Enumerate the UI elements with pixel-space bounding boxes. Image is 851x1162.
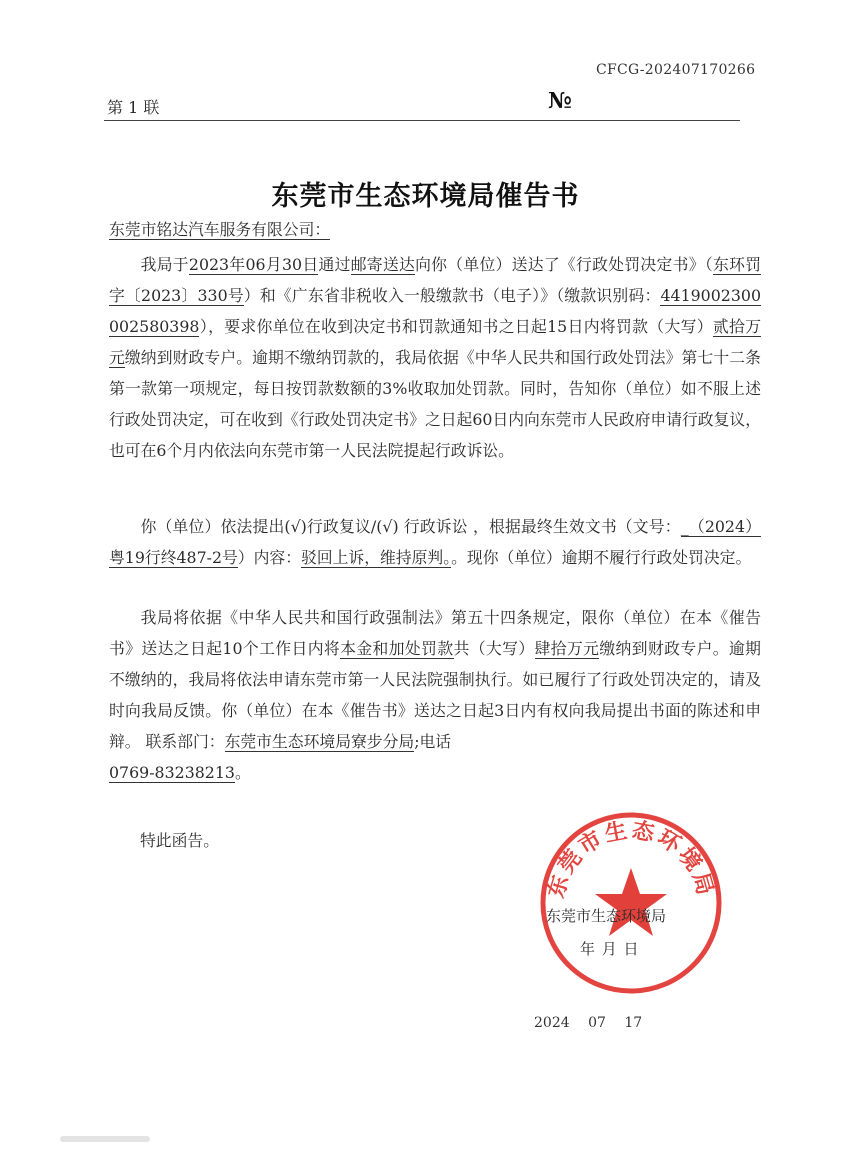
text-segment: 。现你（单位）逾期不履行行政处罚决定。 (451, 548, 752, 567)
paragraph-demand (109, 602, 761, 788)
paragraph-review (109, 511, 761, 573)
text-segment: 我局将依据《中华人民共和国行政强制法》第五十四条规定，限你（单位）在本《催告书》送达之日起10个工作日内将 (109, 608, 761, 658)
delivery-method: 邮寄送达 (350, 255, 416, 274)
paragraph-notice (109, 249, 761, 466)
date-placeholder: 年 月 日 (580, 940, 640, 958)
text-segment: ），要求你单位在收到决定书和罚款通知书之日起15日内将罚款（大写） (199, 317, 713, 336)
payment-items: 本金和加处罚款 (340, 639, 454, 658)
delivery-date: 2023年06月30日 (188, 255, 319, 274)
seal-text: 东莞市生态环境局 (542, 817, 720, 901)
text-segment: ;电话 (414, 732, 452, 751)
text-segment: 共（大写） (453, 639, 535, 658)
text-segment: 缴纳到财政专户。逾期不缴纳的，我局将依法申请东莞市第一人民法院强制执行。如已履行了行政处罚决定的，请及时向我局反馈。你（单位）在本《催告书》送达之日起3日内有权向我局提出书面的陈述和申辩。 联系部门： (109, 639, 761, 751)
decision-number: 东环罚字〔2023〕330号 (109, 255, 761, 305)
addressee-text: 东莞市铭达汽车服务有限公司： (109, 220, 331, 239)
text-segment: 我局于 (140, 255, 189, 274)
text-segment: 。 (234, 763, 251, 782)
total-amount: 肆拾万元 (534, 639, 600, 658)
text-segment: 缴纳到财政专户。逾期不缴纳罚款的，我局依据《中华人民共和国行政处罚法》第七十二条第一款第一项规定，每日按罚款数额的3%收取加处罚款。同时，告知你（单位）如不服上述行政处罚决定，可在收到《行政处罚决定书》之日起60日内向东莞市人民政府申请行政复议，也可在6个月内依法向东莞市第一人民法院提起行政诉讼。 (109, 348, 761, 460)
copy-label: 第 1 联 (107, 98, 160, 117)
issue-date: 2024 07 17 (534, 1015, 643, 1031)
text-segment: ）内容： (237, 548, 302, 567)
contact-phone: 0769-83238213 (109, 763, 235, 782)
official-seal-stamp (536, 808, 726, 998)
fine-amount: 贰拾万元 (109, 317, 761, 367)
case-number: _（2024）粤19行终487-2号 (109, 517, 761, 567)
text-segment: ）和《广东省非税收入一般缴款书（电子）》（缴款识别码： (243, 286, 661, 305)
header-rule (104, 120, 740, 121)
number-mark: № (548, 88, 572, 114)
document-title: 东莞市生态环境局催告书 (271, 181, 580, 212)
scan-smudge (60, 1136, 150, 1142)
addressee (109, 214, 761, 245)
text-segment: 通过 (318, 255, 351, 274)
closing-text: 特此函告。 (140, 831, 219, 850)
document-code: CFCG-202407170266 (596, 62, 756, 78)
ruling-content: 驳回上诉，维持原判。 (301, 548, 452, 567)
text-segment: 你（单位）依法提出(√)行政复议/(√) 行政诉讼 ，根据最终生效文书（文号： (140, 517, 681, 536)
contact-department: 东莞市生态环境局寮步分局 (224, 732, 415, 751)
payment-code: 4419002300002580398 (109, 286, 761, 336)
signer-name: 东莞市生态环境局 (546, 907, 667, 925)
text-segment: 向你（单位）送达了《行政处罚决定书》（ (415, 255, 713, 274)
